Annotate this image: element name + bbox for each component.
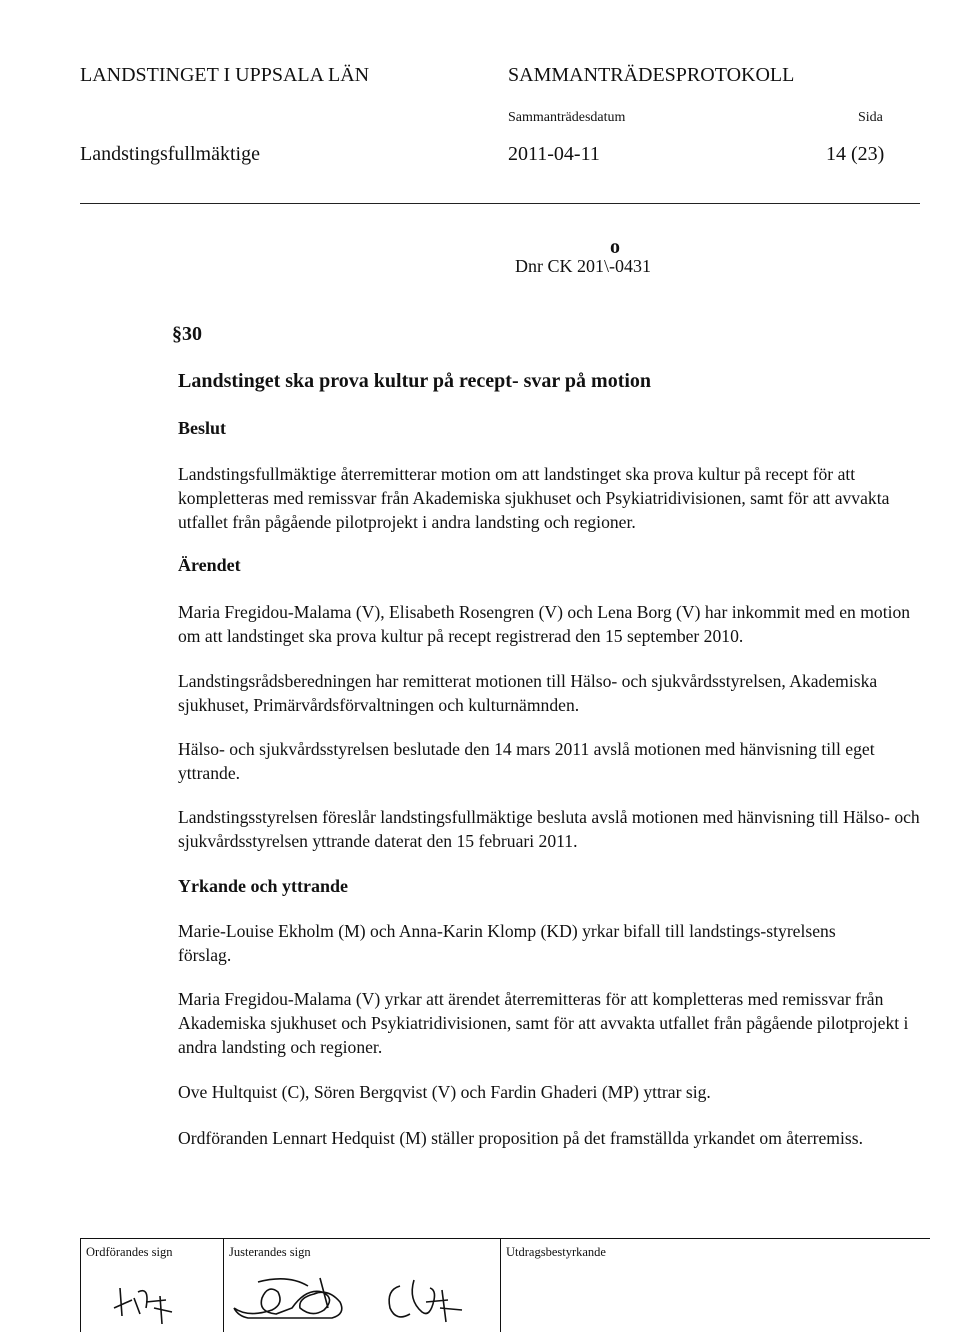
section-title: Landstinget ska prova kultur på recept- svar på motion	[178, 370, 652, 392]
paragraph-yrkande-2: Maria Fregidou-Malama (V) yrkar att ärendet återremitteras för att kompletteras med remissvar från Akademiska sjukhuset och Psykiatridivisionen, samt för att avvakta utfallet från pågående pilotprojekt i andra landsting och regioner.	[178, 989, 909, 1057]
document-type: SAMMANTRÄDESPROTOKOLL	[508, 64, 795, 86]
paragraph-yrkande-4: Ordföranden Lennart Hedquist (M) ställer proposition på det framställda yrkandet om återremiss.	[178, 1128, 863, 1148]
paragraph-arendet-2: Landstingsrådsberedningen har remitterat motionen till Hälso- och sjukvårdsstyrelsen, Akademiska sjukhuset, Primärvårdsförvaltningen och kulturnämnden.	[178, 671, 878, 715]
adjuster-initials-signature-2	[380, 1270, 480, 1330]
signature-col-divider-1	[80, 1238, 81, 1332]
page-label: Sida	[858, 110, 883, 125]
assembly-name: Landstingsfullmäktige	[80, 143, 260, 165]
meeting-date: 2011-04-11	[508, 143, 600, 165]
paragraph-arendet-3: Hälso- och sjukvårdsstyrelsen beslutade den 14 mars 2011 avslå motionen med hänvisning till eget yttrande.	[178, 739, 875, 783]
diary-number: Dnr CK 201\-0431	[515, 256, 651, 276]
paragraph-beslut: Landstingsfullmäktige återremitterar motion om att landstinget ska prova kultur på recept för att kompletteras med remissvar från Akademiska sjukhuset och Psykiatridivisionen, samt för att avvakta utfallet från pågående pilotprojekt i andra landsting och regioner.	[178, 464, 890, 532]
extract-cert-label: Utdragsbestyrkande	[506, 1245, 606, 1259]
signature-col-divider-2	[223, 1238, 224, 1332]
header-divider	[80, 203, 920, 204]
chair-initials-signature	[110, 1278, 200, 1328]
meeting-date-label: Sammanträdesdatum	[508, 110, 626, 125]
paragraph-yrkande-1: Marie-Louise Ekholm (M) och Anna-Karin Klomp (KD) yrkar bifall till landstings-styrelsens förslag.	[178, 921, 836, 965]
chair-sign-label: Ordförandes sign	[86, 1245, 173, 1259]
adjuster-initials-signature-1	[228, 1268, 368, 1328]
section-number: §30	[172, 323, 202, 345]
signature-table-top-rule	[80, 1238, 930, 1239]
paragraph-arendet-1: Maria Fregidou-Malama (V), Elisabeth Rosengren (V) och Lena Borg (V) har inkommit med en motion om att landstinget ska prova kultur på recept registrerad den 15 september 2010.	[178, 602, 911, 646]
heading-yrkande: Yrkande och yttrande	[178, 876, 348, 896]
heading-arendet: Ärendet	[178, 555, 241, 575]
paragraph-arendet-4: Landstingsstyrelsen föreslår landstingsfullmäktige besluta avslå motionen med hänvisning till Hälso- och sjukvårdsstyrelsen yttrande daterat den 15 februari 2011.	[178, 807, 920, 851]
page-number: 14 (23)	[826, 143, 885, 165]
signature-table	[80, 1238, 930, 1332]
dnr-correction: o	[610, 236, 620, 258]
signature-col-divider-3	[500, 1238, 501, 1332]
adjuster-sign-label: Justerandes sign	[229, 1245, 311, 1259]
paragraph-yrkande-3: Ove Hultquist (C), Sören Bergqvist (V) och Fardin Ghaderi (MP) yttrar sig.	[178, 1082, 711, 1102]
heading-beslut: Beslut	[178, 418, 227, 438]
organization-name: LANDSTINGET I UPPSALA LÄN	[80, 64, 370, 86]
